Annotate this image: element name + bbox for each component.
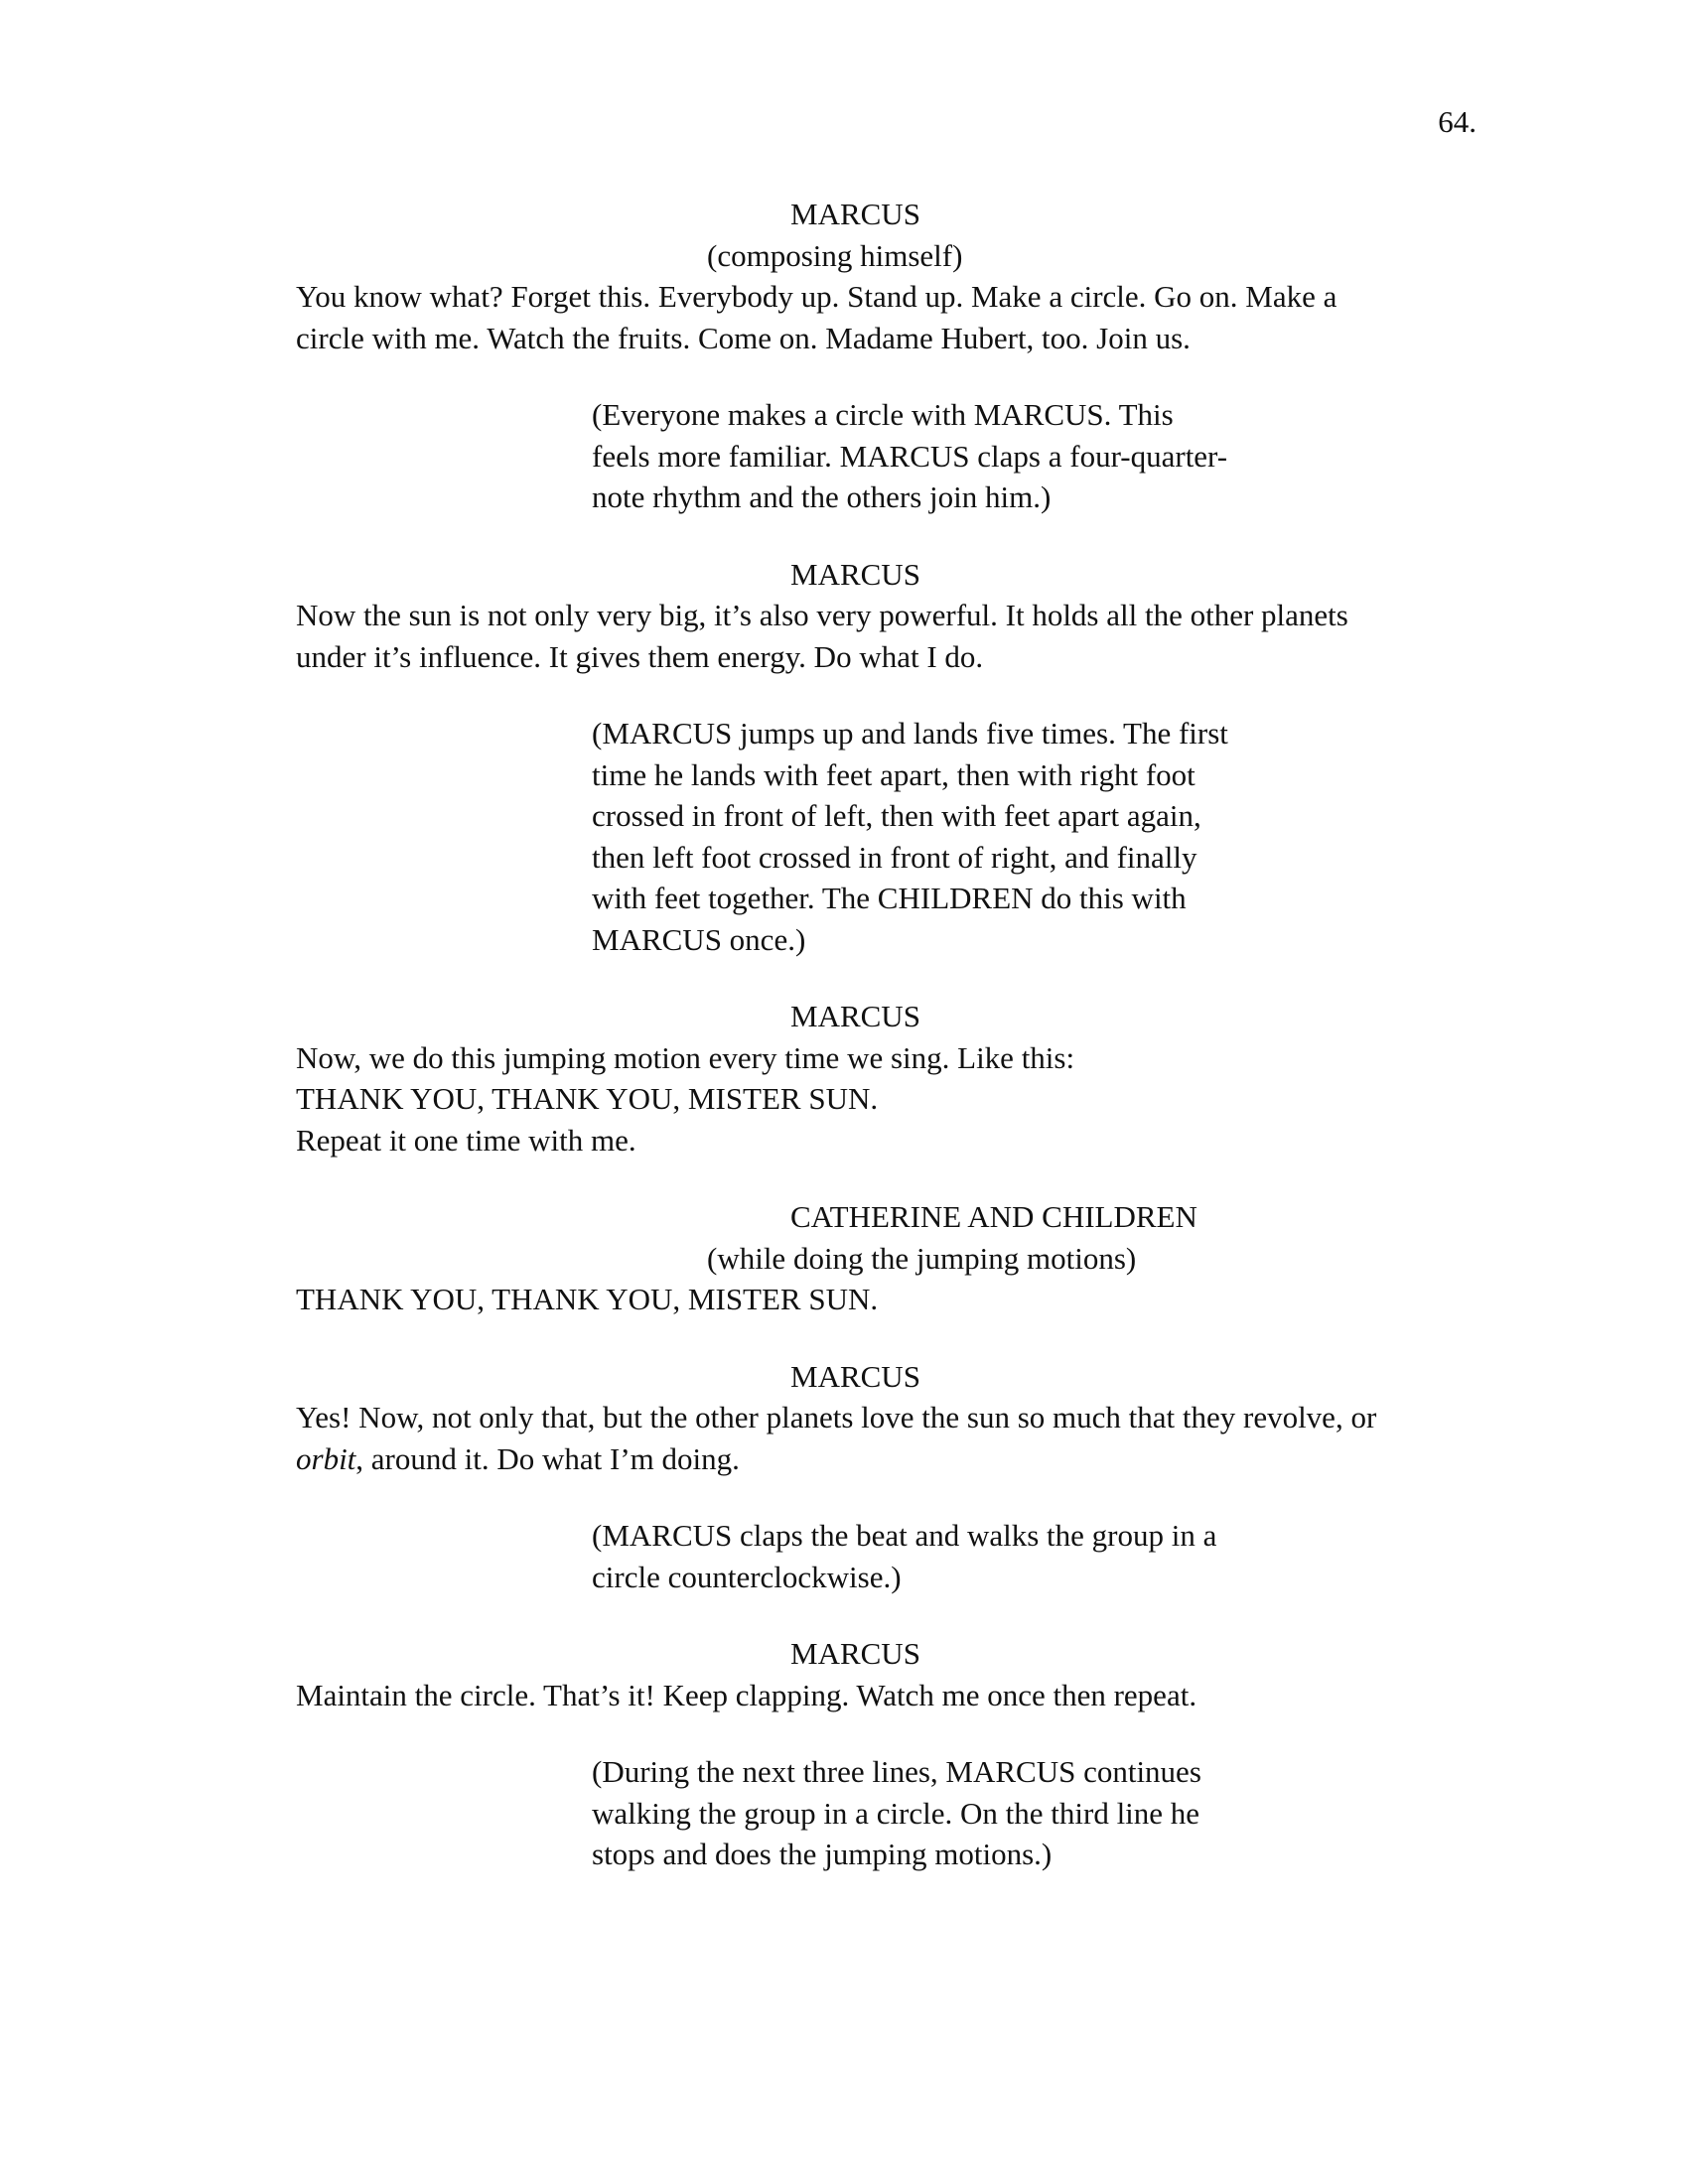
character-cue: CATHERINE AND CHILDREN	[790, 1199, 1197, 1234]
dialogue-line: Now, we do this jumping motion every time we sing. Like this:	[296, 1039, 1075, 1075]
character-cue: MARCUS	[790, 1358, 920, 1394]
stage-direction-line: with feet together. The CHILDREN do this with	[592, 881, 1187, 915]
dialogue	[296, 1397, 1468, 1479]
dialogue-text: , around it. Do what I’m doing.	[355, 1440, 740, 1476]
parenthetical: (while doing the jumping motions)	[707, 1240, 1137, 1276]
italic-word: orbit	[296, 1440, 356, 1476]
dialogue-line: THANK YOU, THANK YOU, MISTER SUN.	[296, 1081, 879, 1116]
character-cue: MARCUS	[790, 1636, 920, 1671]
page-number: 64.	[1438, 104, 1477, 139]
dialogue	[296, 276, 1468, 358]
script-body	[296, 194, 1468, 1875]
stage-direction	[296, 1515, 1307, 1597]
dialogue-line: Maintain the circle. That’s it! Keep clapping. Watch me once then repeat.	[296, 1677, 1197, 1712]
dialogue-line: under it’s influence. It gives them energy. Do what I do.	[296, 638, 984, 674]
dialogue-line: circle with me. Watch the fruits. Come on. Madame Hubert, too. Join us.	[296, 320, 1191, 355]
stage-direction-line: circle counterclockwise.)	[592, 1559, 902, 1594]
stage-direction	[296, 394, 1307, 518]
stage-direction	[296, 713, 1307, 960]
stage-direction-line: (MARCUS claps the beat and walks the group in a	[592, 1518, 1217, 1553]
stage-direction-line: MARCUS once.)	[592, 921, 806, 957]
stage-direction-line: (MARCUS jumps up and lands five times. The first	[592, 716, 1228, 751]
dialogue	[296, 1037, 1468, 1161]
stage-direction-line: walking the group in a circle. On the third line he	[592, 1795, 1200, 1831]
dialogue-line	[296, 1438, 1468, 1480]
stage-direction-line: crossed in front of left, then with feet apart again,	[592, 798, 1201, 833]
stage-direction-line: time he lands with feet apart, then with right foot	[592, 756, 1196, 792]
dialogue-line: Repeat it one time with me.	[296, 1122, 636, 1158]
dialogue-line: THANK YOU, THANK YOU, MISTER SUN.	[296, 1282, 879, 1316]
stage-direction-line: then left foot crossed in front of right, and finally	[592, 839, 1197, 875]
character-cue: MARCUS	[790, 197, 920, 231]
stage-direction-line: (During the next three lines, MARCUS continues	[592, 1754, 1201, 1789]
stage-direction-line: (Everyone makes a circle with MARCUS. This	[592, 397, 1174, 432]
character-cue: MARCUS	[790, 556, 920, 592]
dialogue-line: Now the sun is not only very big, it’s also very powerful. It holds all the other planets	[296, 598, 1348, 632]
stage-direction	[296, 1751, 1307, 1875]
dialogue	[296, 1675, 1468, 1716]
stage-direction-line: feels more familiar. MARCUS claps a four-quarter-	[592, 438, 1228, 474]
parenthetical: (composing himself)	[707, 237, 963, 273]
dialogue	[296, 1279, 1468, 1320]
stage-direction-line: note rhythm and the others join him.)	[592, 479, 1052, 514]
character-cue: MARCUS	[790, 999, 920, 1033]
dialogue-line: You know what? Forget this. Everybody up. Stand up. Make a circle. Go on. Make a	[296, 279, 1337, 314]
dialogue	[296, 595, 1468, 677]
dialogue-line: Yes! Now, not only that, but the other planets love the sun so much that they revolve, or	[296, 1400, 1377, 1434]
stage-direction-line: stops and does the jumping motions.)	[592, 1837, 1053, 1871]
